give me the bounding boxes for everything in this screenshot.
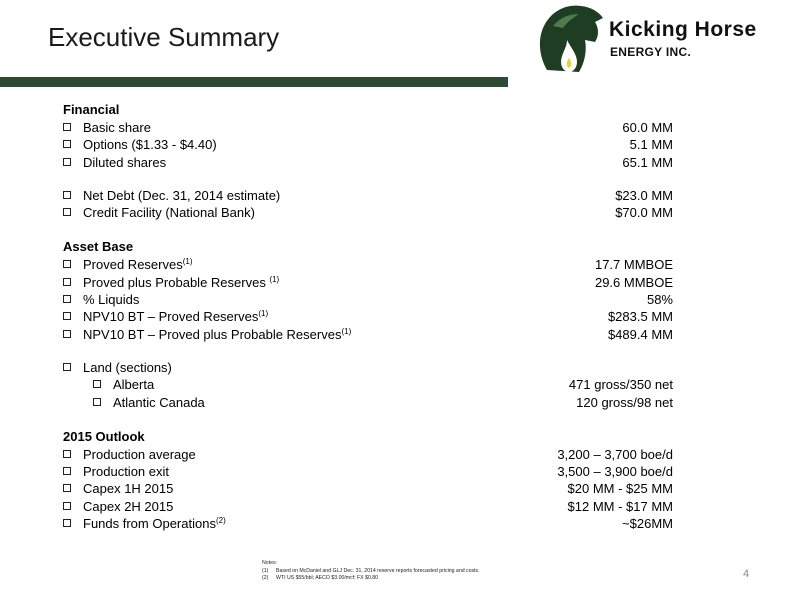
checkbox-bullet-icon	[63, 450, 71, 458]
checkbox-bullet-icon	[63, 295, 71, 303]
list-item: Proved Reserves$^{(1)}$ 17.7 MMBOE	[63, 256, 683, 273]
summary-content	[63, 100, 683, 532]
list-item: Land (sections)	[63, 359, 683, 376]
list-item: Capex 1H 2015 $20 MM - $25 MM	[63, 480, 683, 497]
checkbox-bullet-icon	[63, 330, 71, 338]
logo-company-subtitle: ENERGY INC.	[610, 45, 692, 59]
checkbox-bullet-icon	[63, 260, 71, 268]
list-item: % Liquids 58%	[63, 291, 683, 308]
list-item: Capex 2H 2015 $12 MM - $17 MM	[63, 498, 683, 515]
checkbox-bullet-icon	[63, 502, 71, 510]
checkbox-bullet-icon	[63, 158, 71, 166]
section-heading-outlook: 2015 Outlook	[63, 428, 145, 444]
list-item: Diluted shares 65.1 MM	[63, 154, 683, 171]
footnote-item: (2) WTI US $55/bbl; AECO $3.00/mcf; FX $0.80	[262, 575, 379, 581]
checkbox-bullet-icon	[63, 467, 71, 475]
list-item: Net Debt (Dec. 31, 2014 estimate) $23.0 MM	[63, 187, 683, 204]
list-item: Credit Facility (National Bank) $70.0 MM	[63, 204, 683, 221]
checkbox-bullet-icon	[63, 140, 71, 148]
list-item: Options ($1.33 - $4.40) 5.1 MM	[63, 136, 683, 153]
checkbox-bullet-icon	[93, 380, 101, 388]
logo-company-name: Kicking Horse	[609, 18, 757, 41]
list-item: Atlantic Canada 120 gross/98 net	[63, 394, 683, 411]
checkbox-bullet-icon	[63, 123, 71, 131]
footnotes	[262, 560, 480, 583]
list-item: Proved plus Probable Reserves $^{(1)}$ 29.6 MMBOE	[63, 274, 683, 291]
section-heading-financial: Financial	[63, 102, 120, 117]
list-item: Production average 3,200 – 3,700 boe/d	[63, 446, 683, 463]
list-item: NPV10 BT – Proved plus Probable Reserves$^{(1)}$ $489.4 MM	[63, 326, 683, 343]
horse-head-icon	[533, 0, 609, 84]
list-item: Basic share 60.0 MM	[63, 119, 683, 136]
company-logo	[533, 0, 793, 84]
checkbox-bullet-icon	[63, 312, 71, 320]
footnote-item: (1) Based on McDaniel and GLJ Dec. 31, 2014 reserve reports forecasted pricing and costs.	[262, 567, 480, 574]
checkbox-bullet-icon	[93, 398, 101, 406]
footnotes-heading: Notes:	[262, 560, 277, 566]
page-number: 4	[743, 568, 750, 580]
checkbox-bullet-icon	[63, 191, 71, 199]
title-divider-bar	[0, 77, 508, 87]
list-item: Funds from Operations$^{(2)}$ ~$26MM	[63, 515, 683, 532]
checkbox-bullet-icon	[63, 363, 71, 371]
section-heading-asset-base: Asset Base	[63, 239, 134, 255]
checkbox-bullet-icon	[63, 519, 71, 527]
checkbox-bullet-icon	[63, 484, 71, 492]
list-item: NPV10 BT – Proved Reserves$^{(1)}$ $283.5 MM	[63, 308, 683, 325]
list-item: Alberta 471 gross/350 net	[63, 376, 683, 393]
checkbox-bullet-icon	[63, 278, 71, 286]
page-title: Executive Summary	[48, 22, 280, 52]
list-item: Production exit 3,500 – 3,900 boe/d	[63, 463, 683, 480]
checkbox-bullet-icon	[63, 208, 71, 216]
